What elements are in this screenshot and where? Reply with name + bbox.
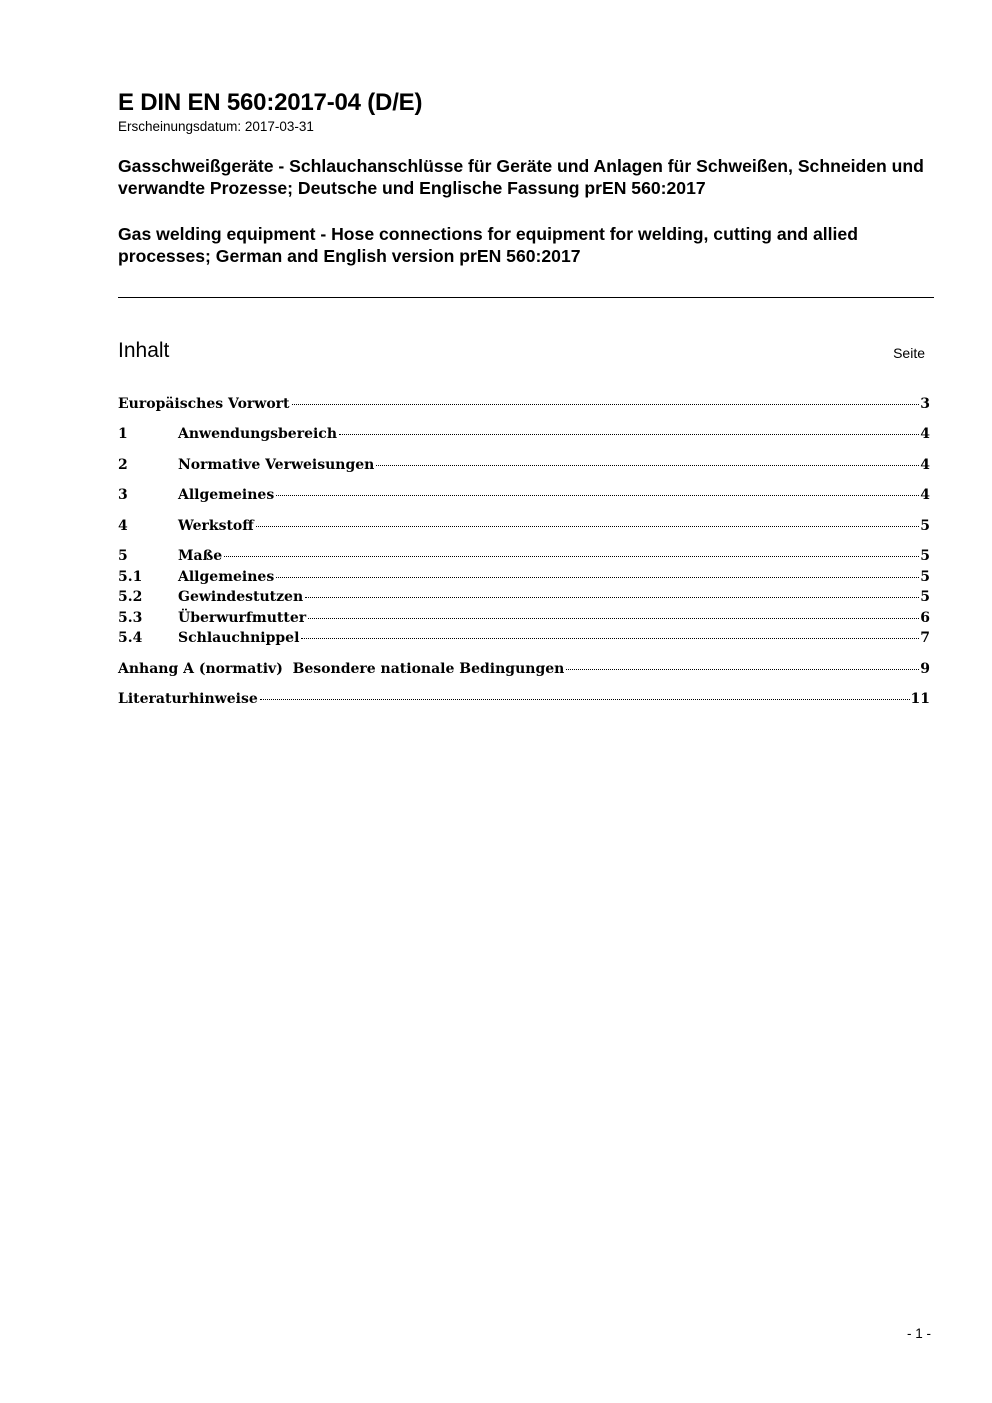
document-header <box>118 88 934 269</box>
toc-entry-number: 5.4 <box>118 630 143 646</box>
toc-leader <box>276 577 919 578</box>
toc-entry-title: Normative Verweisungen <box>178 457 375 473</box>
toc-page-column-label: Seite <box>893 345 925 361</box>
toc-entry-title: Anwendungsbereich <box>178 426 337 442</box>
toc-entry-page: 7 <box>920 630 930 646</box>
toc-entry-page: 4 <box>920 487 930 503</box>
toc-entry-3[interactable] <box>118 485 930 505</box>
header-divider <box>118 297 934 298</box>
toc-entry-5-1[interactable] <box>118 567 930 587</box>
toc-entry-title: Europäisches Vorwort <box>118 396 290 412</box>
toc-entry-4[interactable] <box>118 516 930 536</box>
toc-leader <box>308 618 919 619</box>
toc-leader <box>376 465 919 466</box>
toc-entry-title: Allgemeines <box>178 487 275 503</box>
toc-leader <box>276 495 919 496</box>
toc-entry-number: 4 <box>118 518 128 534</box>
toc-entry-bibliography[interactable] <box>118 689 930 709</box>
toc-entry-2[interactable] <box>118 455 930 475</box>
toc-leader <box>256 526 920 527</box>
page-number: - 1 - <box>906 1326 931 1341</box>
toc-entry-page: 6 <box>920 610 930 626</box>
toc-entry-number: 3 <box>118 487 128 503</box>
toc-leader <box>301 638 919 639</box>
toc-entry-5-3[interactable] <box>118 608 930 628</box>
toc-leader <box>566 669 919 670</box>
toc-entry-1[interactable] <box>118 424 930 444</box>
toc-entry-title: Werkstoff <box>178 518 254 534</box>
toc-entry-page: 5 <box>920 518 930 534</box>
toc-entry-5[interactable] <box>118 546 930 566</box>
toc-leader <box>339 434 919 435</box>
toc-entry-page: 4 <box>920 426 930 442</box>
toc-entry-number: 5.1 <box>118 569 143 585</box>
toc-entry-page: 5 <box>920 569 930 585</box>
toc-leader <box>305 597 919 598</box>
toc-entry-page: 5 <box>920 589 930 605</box>
toc-entry-title: Schlauchnippel <box>178 630 300 646</box>
toc-leader <box>224 556 919 557</box>
toc-entry-annex-a[interactable] <box>118 659 930 679</box>
toc-leader <box>260 699 910 700</box>
toc-entry-title: Literaturhinweise <box>118 691 258 707</box>
toc-entry-title: Gewindestutzen <box>178 589 304 605</box>
toc-entry-number: 2 <box>118 457 128 473</box>
document-id: E DIN EN 560:2017-04 (D/E) <box>118 89 423 116</box>
toc-entry-title: Anhang A (normativ) Besondere nationale Bedingungen <box>118 661 565 677</box>
toc-entry-number: 1 <box>118 426 128 442</box>
title-german: Gasschweißgeräte - Schlauchanschlüsse für Geräte und Anlagen für Schweißen, Schneiden und verwandte Prozesse; Deutsche und Englische Fassung prEN 560:2017 <box>118 156 924 198</box>
toc-entry-page: 11 <box>910 691 930 707</box>
toc-entry-page: 9 <box>920 661 930 677</box>
toc-entry-title: Maße <box>178 548 223 564</box>
toc-entry-page: 5 <box>920 548 930 564</box>
toc-heading: Inhalt <box>118 339 170 362</box>
toc-entry-vorwort[interactable] <box>118 394 930 414</box>
title-english: Gas welding equipment - Hose connections for equipment for welding, cutting and allied processes; German and English version prEN 560:2017 <box>118 224 858 266</box>
toc-entry-number: 5 <box>118 548 128 564</box>
toc-entry-title: Allgemeines <box>178 569 275 585</box>
toc-entry-number: 5.3 <box>118 610 143 626</box>
toc-entry-page: 3 <box>920 396 930 412</box>
publication-date: Erscheinungsdatum: 2017-03-31 <box>118 119 314 134</box>
toc-entry-5-2[interactable] <box>118 587 930 607</box>
toc-entry-5-4[interactable] <box>118 628 930 648</box>
toc-entry-page: 4 <box>920 457 930 473</box>
toc-entry-title: Überwurfmutter <box>178 610 307 626</box>
toc-entry-number: 5.2 <box>118 589 143 605</box>
toc-leader <box>292 404 920 405</box>
